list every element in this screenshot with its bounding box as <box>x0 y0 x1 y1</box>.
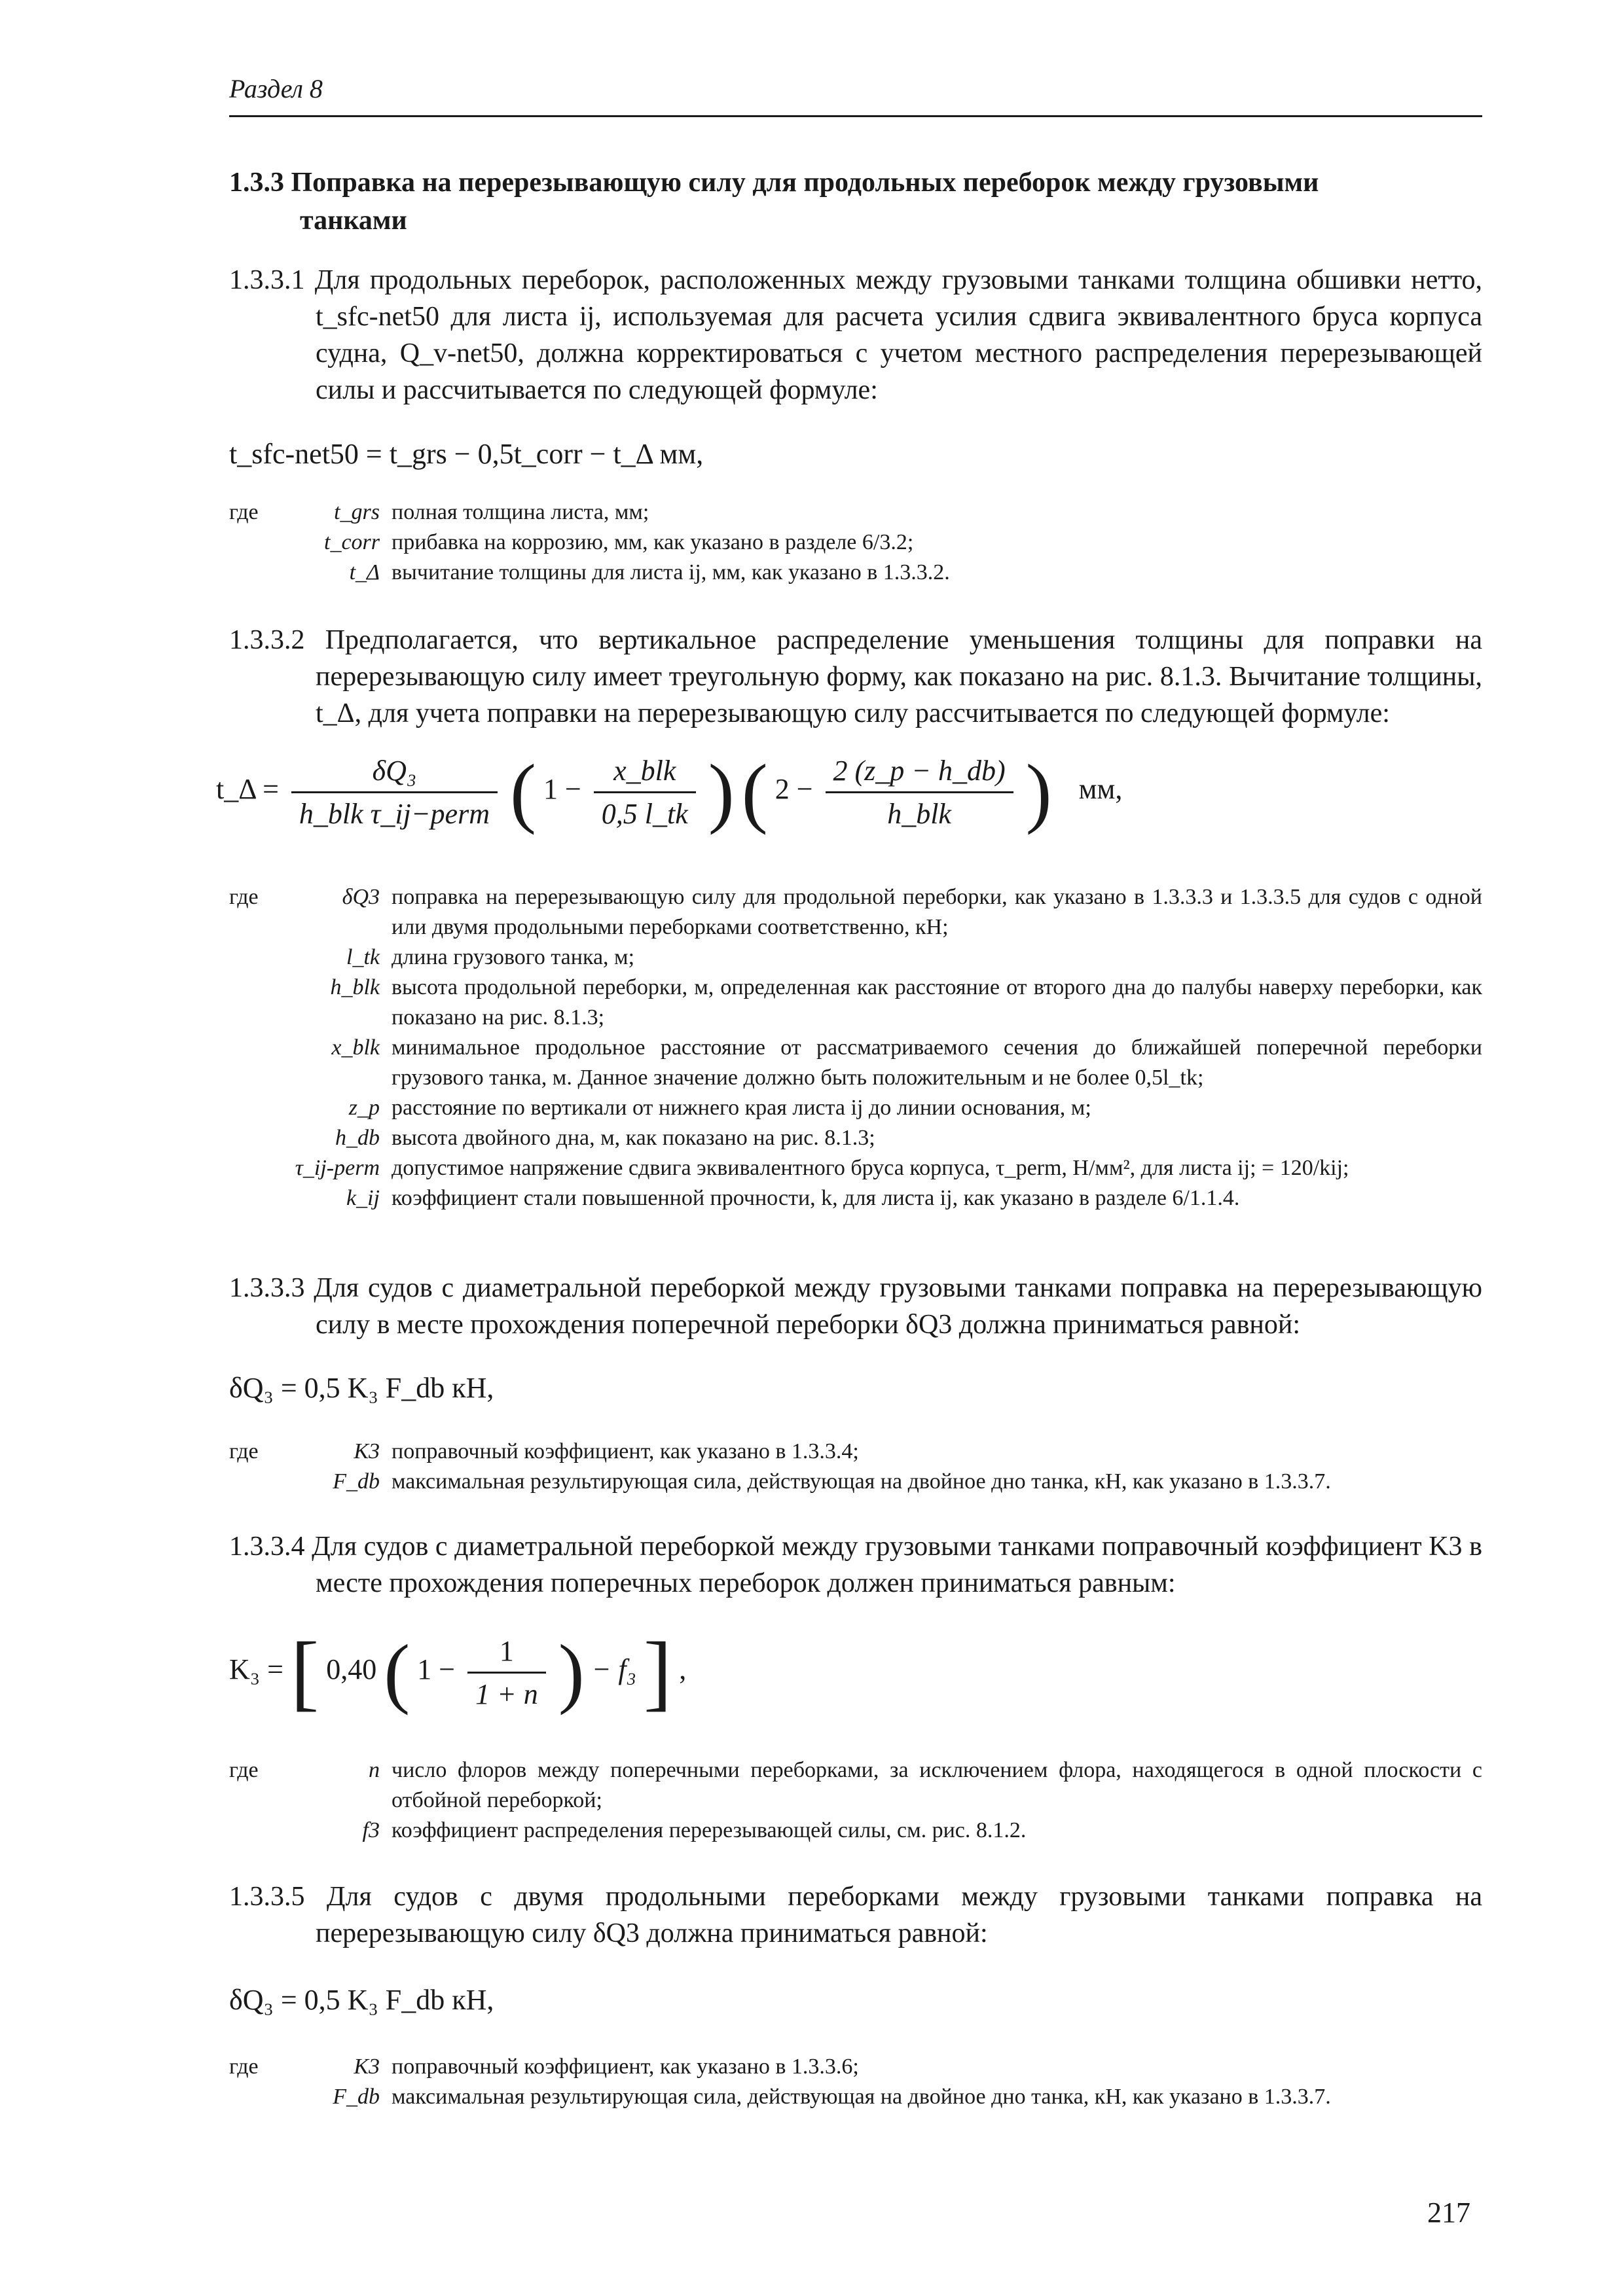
term-one: 1 − <box>417 1653 456 1686</box>
fraction-k3-denominator: 1 + n <box>467 1672 546 1711</box>
definition-row <box>229 882 1482 942</box>
right-paren: ) <box>558 1628 585 1715</box>
definition-text: длина грузового танка, м; <box>392 945 635 969</box>
formula-dq3-2: δQ₃ = 0,5 K₃ F_db кН, <box>229 1984 494 2016</box>
formula-end: , <box>679 1653 687 1686</box>
definition-prefix: где <box>229 1439 259 1463</box>
definition-row <box>229 1033 1482 1093</box>
definitions-2 <box>229 882 1482 1213</box>
definitions-3 <box>229 1437 1482 1497</box>
formula-lhs: K₃ = <box>229 1653 283 1686</box>
paragraph-1-3-3-4 <box>229 1528 1482 1602</box>
definitions-5 <box>229 2052 1482 2112</box>
definition-row <box>229 1437 1482 1467</box>
fraction-k3-numerator: 1 <box>499 1634 514 1667</box>
definition-text: допустимое напряжение сдвига эквивалентного бруса корпуса, τ_perm, Н/мм², для листа ij; = 120/kij; <box>392 1156 1349 1180</box>
definitions-1 <box>229 497 1482 588</box>
section-title <box>229 164 1408 240</box>
paragraph-text: 1.3.3.4 Для судов с диаметральной переборкой между грузовыми танками поправочный коэффициент K3 в месте прохождения поперечных переборок должен приниматься равным: <box>229 1532 1482 1598</box>
paragraph-1-3-3-3 <box>229 1270 1482 1343</box>
definition-symbol: x_blk <box>331 1035 380 1060</box>
header-rule <box>229 115 1482 117</box>
definition-text: расстояние по вертикали от нижнего края листа ij до линии основания, м; <box>392 1096 1091 1120</box>
definition-row <box>229 2052 1482 2082</box>
definition-row <box>229 942 1482 973</box>
definition-symbol: F_db <box>333 2085 380 2109</box>
left-bracket: [ <box>290 1625 319 1719</box>
formula-lhs: t_Δ = <box>216 773 279 806</box>
definition-symbol: n <box>369 1758 380 1782</box>
title-line-1: 1.3.3 Поправка на перерезывающую силу для продольных переборок между грузовыми <box>229 168 1319 198</box>
term-two: 2 − <box>775 773 813 806</box>
definition-text: полная толщина листа, мм; <box>392 500 649 524</box>
definition-text: поправочный коэффициент, как указано в 1.3.3.4; <box>392 1439 859 1463</box>
fraction-3-numerator: 2 (z_p − h_db) <box>833 754 1006 787</box>
definition-row <box>229 1153 1482 1183</box>
formula-k3 <box>229 1625 687 1719</box>
definition-symbol: δQ3 <box>342 885 380 909</box>
definition-symbol: l_tk <box>346 945 380 969</box>
definition-prefix: где <box>229 500 259 524</box>
definitions-4 <box>229 1755 1482 1846</box>
definition-row <box>229 558 1482 588</box>
definition-text: высота продольной переборки, м, определенная как расстояние от второго дна до палубы наверху переборки, как показано на рис. 8.1.3; <box>392 975 1482 1030</box>
fraction-3-denominator: h_blk <box>826 791 1013 831</box>
paragraph-1-3-3-2 <box>229 622 1482 732</box>
definition-symbol: h_db <box>335 1126 380 1150</box>
definition-prefix: где <box>229 885 259 909</box>
definition-row <box>229 1816 1482 1846</box>
definition-symbol: t_corr <box>324 530 380 554</box>
section-header: Раздел 8 <box>229 74 323 103</box>
definition-row <box>229 1093 1482 1123</box>
title-line-2: танками <box>300 206 407 236</box>
term-tail: − f₃ <box>591 1653 636 1686</box>
definition-row <box>229 2082 1482 2112</box>
definition-text: поправочный коэффициент, как указано в 1.3.3.6; <box>392 2054 859 2079</box>
fraction-1 <box>291 754 498 831</box>
definition-text: минимальное продольное расстояние от рассматриваемого сечения до ближайшей поперечной переборки грузового танка, м. Данное значение должно быть положительным и не более 0,5l_tk; <box>392 1035 1482 1090</box>
formula-dq3-1: δQ₃ = 0,5 K₃ F_db кН, <box>229 1372 494 1404</box>
fraction-1-numerator: δQ₃ <box>372 754 417 787</box>
definition-text: вычитание толщины для листа ij, мм, как указано в 1.3.3.2. <box>392 560 950 584</box>
definition-symbol: F_db <box>333 1469 380 1494</box>
paragraph-text: 1.3.3.5 Для судов с двумя продольными переборками между грузовыми танками поправка на перерезывающую силу δQ3 должна приниматься равной: <box>229 1882 1482 1948</box>
left-paren: ( <box>509 748 536 835</box>
paragraph-1-3-3-1 <box>229 262 1482 408</box>
definition-text: высота двойного дна, м, как показано на рис. 8.1.3; <box>392 1126 875 1150</box>
paragraph-text: 1.3.3.1 Для продольных переборок, расположенных между грузовыми танками толщина обшивки нетто, t_sfc-net50 для листа ij, используемая для расчета усилия сдвига эквивалентного бруса корпуса судна, Q_v-net50, должна корректироваться с учетом местного распределения перерезывающей силы и рассчитывается по следующей формуле: <box>229 265 1482 405</box>
fraction-3 <box>826 754 1013 831</box>
definition-text: прибавка на коррозию, мм, как указано в разделе 6/3.2; <box>392 530 914 554</box>
term-one: 1 − <box>543 773 581 806</box>
definition-row <box>229 1183 1482 1213</box>
right-bracket: ] <box>643 1625 672 1719</box>
paragraph-1-3-3-5 <box>229 1878 1482 1952</box>
fraction-2-numerator: x_blk <box>613 754 676 787</box>
definition-text: коэффициент распределения перерезывающей силы, см. рис. 8.1.2. <box>392 1818 1027 1842</box>
fraction-k3 <box>467 1634 546 1711</box>
left-paren: ( <box>741 748 768 835</box>
definition-symbol: h_blk <box>330 975 380 999</box>
definition-prefix: где <box>229 1758 259 1782</box>
definition-symbol: f3 <box>362 1818 380 1842</box>
definition-prefix: где <box>229 2054 259 2079</box>
definition-row <box>229 1123 1482 1153</box>
definition-symbol: z_p <box>348 1096 380 1120</box>
definition-row <box>229 1467 1482 1497</box>
definition-row <box>229 497 1482 528</box>
paragraph-text: 1.3.3.3 Для судов с диаметральной переборкой между грузовыми танками поправка на перерезывающую силу в месте прохождения поперечной переборки δQ3 должна приниматься равной: <box>229 1273 1482 1340</box>
fraction-1-denominator: h_blk τ_ij−perm <box>291 791 498 831</box>
definition-row <box>229 1755 1482 1816</box>
definition-symbol: τ_ij-perm <box>295 1156 380 1180</box>
formula-unit: мм, <box>1078 773 1123 806</box>
definition-symbol: t_Δ <box>349 560 380 584</box>
fraction-2-denominator: 0,5 l_tk <box>594 791 696 831</box>
definition-symbol: K3 <box>354 1439 380 1463</box>
left-paren: ( <box>384 1628 410 1715</box>
definition-row <box>229 528 1482 558</box>
fraction-2 <box>594 754 696 831</box>
paragraph-text: 1.3.3.2 Предполагается, что вертикальное распределение уменьшения толщины для поправки на перерезывающую силу имеет треугольную форму, как показано на рис. 8.1.3. Вычитание толщины, t_Δ, для учета поправки на перерезывающую силу рассчитывается по следующей формуле: <box>229 625 1482 728</box>
formula-t-sfc: t_sfc-net50 = t_grs − 0,5t_corr − t_Δ мм, <box>229 438 704 470</box>
term-a: 0,40 <box>326 1653 377 1686</box>
definition-row <box>229 973 1482 1033</box>
definition-text: число флоров между поперечными переборками, за исключением флора, находящегося в одной плоскости с отбойной переборкой; <box>392 1758 1482 1812</box>
right-paren: ) <box>1025 748 1052 835</box>
page-number: 217 <box>1427 2197 1470 2229</box>
right-paren: ) <box>708 748 735 835</box>
definition-symbol: K3 <box>354 2054 380 2079</box>
definition-text: максимальная результирующая сила, действующая на двойное дно танка, кН, как указано в 1.3.3.7. <box>392 2085 1331 2109</box>
definition-text: коэффициент стали повышенной прочности, k, для листа ij, как указано в разделе 6/1.1.4. <box>392 1186 1240 1210</box>
definition-text: максимальная результирующая сила, действующая на двойное дно танка, кН, как указано в 1.3.3.7. <box>392 1469 1331 1494</box>
definition-text: поправка на перерезывающую силу для продольной переборки, как указано в 1.3.3.3 и 1.3.3.5 для судов с одной или двумя продольными переборками соответственно, кН; <box>392 885 1482 939</box>
definition-symbol: t_grs <box>334 500 380 524</box>
formula-t-delta <box>216 748 1123 835</box>
definition-symbol: k_ij <box>346 1186 380 1210</box>
